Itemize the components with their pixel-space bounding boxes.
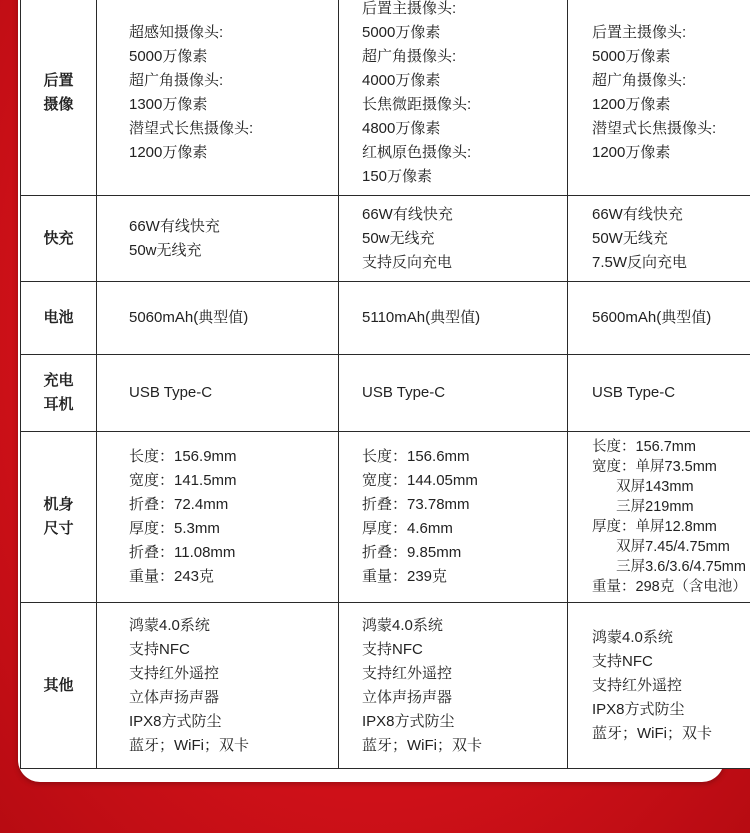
spec-line: 50W无线充 <box>592 229 668 247</box>
spec-line: 厚度：5.3mm <box>129 520 220 537</box>
spec-line: 4800万像素 <box>362 120 441 137</box>
spec-line: 7.5W反向充电 <box>592 253 688 271</box>
spec-line: 立体声扬声器 <box>129 688 220 706</box>
row-label <box>21 603 97 769</box>
spec-cell-model-1 <box>97 432 339 603</box>
spec-line: 后置主摄像头: <box>592 24 687 41</box>
spec-line: 长焦微距摄像头: <box>362 96 472 113</box>
spec-line: 50w无线充 <box>362 229 435 247</box>
spec-line: 1200万像素 <box>129 144 208 161</box>
spec-line: 折叠：9.85mm <box>362 544 462 561</box>
spec-cell-model-1 <box>97 355 339 432</box>
spec-line: 150万像素 <box>362 168 433 185</box>
spec-line: 1200万像素 <box>592 144 671 161</box>
row-label <box>21 355 97 432</box>
spec-line: 蓝牙；WiFi；双卡 <box>592 724 712 742</box>
spec-line: 66W有线快充 <box>592 205 683 223</box>
spec-row-body-size <box>21 432 750 603</box>
spec-line: 宽度：144.05mm <box>362 472 478 489</box>
spec-line: 1300万像素 <box>129 96 208 113</box>
spec-line: 支持红外遥控 <box>362 664 453 682</box>
spec-line: 立体声扬声器 <box>362 688 453 706</box>
row-label-line: 充电 <box>43 372 74 389</box>
spec-line: 1200万像素 <box>592 96 671 113</box>
spec-line: 支持NFC <box>362 640 423 658</box>
spec-line: 双屏7.45/4.75mm <box>592 539 730 555</box>
row-label-line: 尺寸 <box>43 520 74 537</box>
spec-line: 超广角摄像头: <box>592 72 687 89</box>
spec-line: 支持红外遥控 <box>592 676 683 694</box>
spec-line: 重量：298克（含电池） <box>592 579 747 595</box>
spec-line: 4000万像素 <box>362 72 441 89</box>
spec-line: 三屏219mm <box>592 499 694 515</box>
spec-cell-model-3 <box>568 282 750 355</box>
spec-table <box>20 0 750 769</box>
spec-line: 折叠：72.4mm <box>129 496 229 513</box>
spec-cell-model-2 <box>339 432 568 603</box>
spec-line: 折叠：73.78mm <box>362 496 470 513</box>
row-label <box>21 432 97 603</box>
spec-line: 50w无线充 <box>129 241 202 259</box>
row-label-line: 电池 <box>43 309 74 326</box>
spec-line: 鸿蒙4.0系统 <box>362 616 443 634</box>
spec-line: 超广角摄像头: <box>129 72 224 89</box>
spec-cell-model-3 <box>568 432 750 603</box>
spec-line: 长度：156.7mm <box>592 439 696 455</box>
spec-line: 厚度：4.6mm <box>362 520 453 537</box>
spec-cell-model-1 <box>97 0 339 196</box>
spec-line: 5000万像素 <box>129 48 208 65</box>
spec-line: 折叠：11.08mm <box>129 544 236 561</box>
spec-cell-model-2 <box>339 196 568 282</box>
spec-row-battery <box>21 282 750 355</box>
spec-cell-model-2 <box>339 282 568 355</box>
spec-line: 重量：239克 <box>362 568 448 585</box>
row-label <box>21 196 97 282</box>
row-label-line: 摄像 <box>43 96 74 113</box>
spec-cell-model-3 <box>568 0 750 196</box>
spec-line: 蓝牙；WiFi；双卡 <box>362 736 482 754</box>
spec-line: 后置主摄像头: <box>362 0 457 17</box>
spec-line: 超广角摄像头: <box>362 48 457 65</box>
spec-cell-model-1 <box>97 196 339 282</box>
spec-line: 蓝牙；WiFi；双卡 <box>129 736 249 754</box>
spec-line: 双屏143mm <box>592 479 694 495</box>
row-label <box>21 0 97 196</box>
spec-cell-model-2 <box>339 603 568 769</box>
spec-line: 长度：156.9mm <box>129 448 237 465</box>
row-label-line: 后置 <box>43 72 74 89</box>
spec-line: 5000万像素 <box>362 24 441 41</box>
spec-row-fast-charge <box>21 196 750 282</box>
row-label-line: 耳机 <box>43 396 74 413</box>
spec-line: 宽度：单屏73.5mm <box>592 459 717 475</box>
spec-cell-model-2 <box>339 355 568 432</box>
spec-line: 宽度：141.5mm <box>129 472 237 489</box>
spec-cell-model-2 <box>339 0 568 196</box>
spec-row-other <box>21 603 750 769</box>
spec-line: 重量：243克 <box>129 568 215 585</box>
spec-line: 支持红外遥控 <box>129 664 220 682</box>
spec-line: 5000万像素 <box>592 48 671 65</box>
spec-cell-model-1 <box>97 282 339 355</box>
spec-line: 厚度：单屏12.8mm <box>592 519 717 535</box>
row-label <box>21 282 97 355</box>
spec-line: 三屏3.6/3.6/4.75mm <box>592 559 746 575</box>
spec-line: 潜望式长焦摄像头: <box>592 120 717 137</box>
spec-line: 5600mAh(典型值) <box>592 309 712 326</box>
spec-line: IPX8方式防尘 <box>592 700 685 718</box>
spec-line: 支持NFC <box>129 640 190 658</box>
row-label-line: 机身 <box>43 496 74 513</box>
spec-cell-model-1 <box>97 603 339 769</box>
spec-line: 超感知摄像头: <box>129 24 224 41</box>
spec-line: 长度：156.6mm <box>362 448 470 465</box>
spec-line: 66W有线快充 <box>362 205 453 223</box>
spec-line: 红枫原色摄像头: <box>362 144 472 161</box>
spec-line: 5060mAh(典型值) <box>129 309 249 326</box>
spec-line: 鸿蒙4.0系统 <box>129 616 210 634</box>
spec-row-charging-port <box>21 355 750 432</box>
spec-line: 支持NFC <box>592 652 653 670</box>
row-label-line: 其他 <box>43 676 74 694</box>
spec-cell-model-3 <box>568 355 750 432</box>
spec-line: 潜望式长焦摄像头: <box>129 120 254 137</box>
spec-line: USB Type-C <box>129 384 213 401</box>
spec-line: 支持反向充电 <box>362 253 453 271</box>
spec-line: USB Type-C <box>592 384 676 401</box>
spec-line: IPX8方式防尘 <box>362 712 455 730</box>
spec-cell-model-3 <box>568 603 750 769</box>
spec-line: USB Type-C <box>362 384 446 401</box>
spec-row-rear-camera <box>21 0 750 196</box>
spec-cell-model-3 <box>568 196 750 282</box>
spec-line: 66W有线快充 <box>129 217 220 235</box>
row-label-line: 快充 <box>43 229 74 247</box>
spec-line: IPX8方式防尘 <box>129 712 222 730</box>
spec-line: 鸿蒙4.0系统 <box>592 628 673 646</box>
spec-line: 5110mAh(典型值) <box>362 309 481 326</box>
